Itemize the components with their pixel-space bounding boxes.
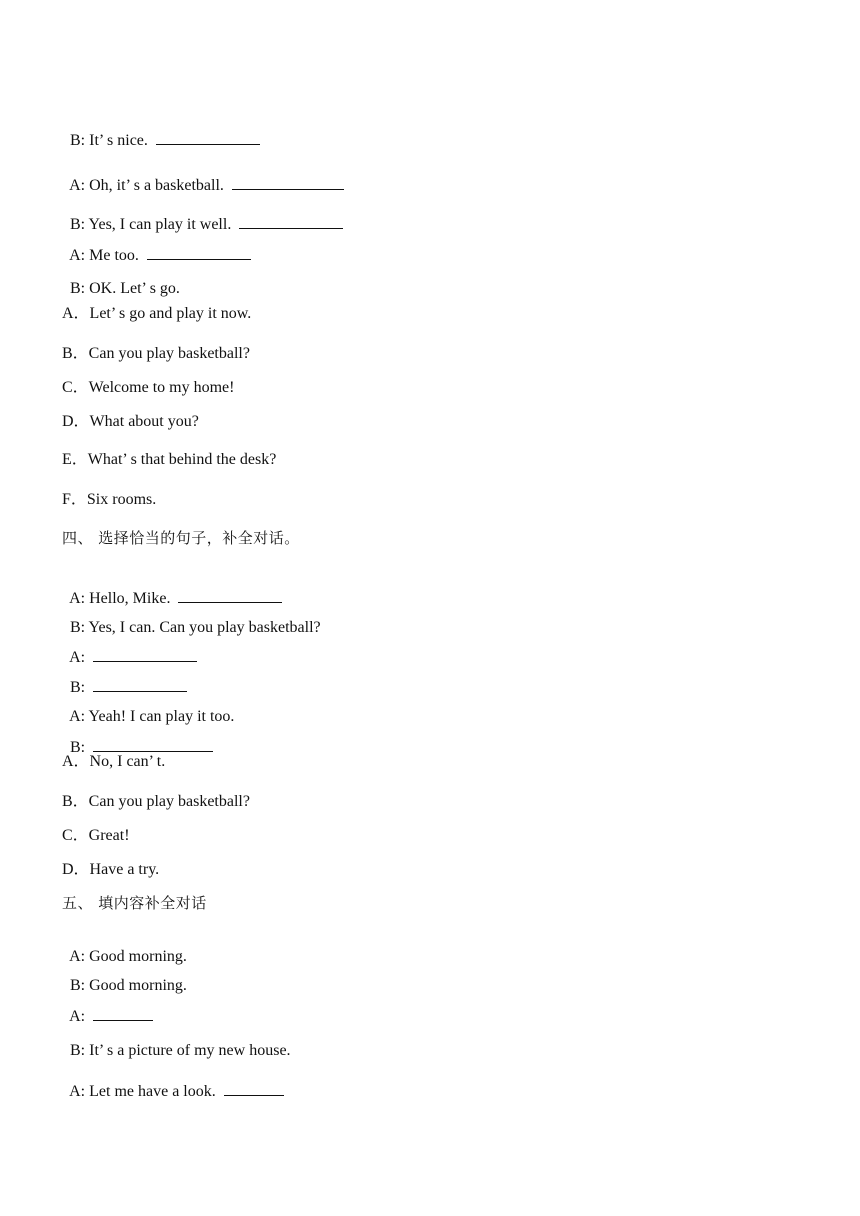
dialogue-text: B: It’ s a picture of my new house. <box>70 1042 291 1059</box>
dialogue-text: B: Yes, I can play it well. <box>70 216 232 233</box>
answer-blank[interactable] <box>224 1081 284 1096</box>
option-b: B．Can you play basketball? <box>62 793 250 810</box>
dialogue-text: B: OK. Let’ s go. <box>70 280 180 297</box>
dialogue-line <box>62 155 344 196</box>
dialogue-text: A: Good morning. <box>69 948 187 965</box>
option-d: D．Have a try. <box>62 861 160 878</box>
answer-blank[interactable] <box>156 130 260 145</box>
option-d: D．What about you? <box>62 413 199 430</box>
answer-blank[interactable] <box>147 245 251 260</box>
dialogue-text: B: Good morning. <box>70 977 187 994</box>
dialogue-text: B: <box>70 679 86 696</box>
dialogue-text: A: Let me have a look. <box>69 1083 216 1100</box>
dialogue-text: B: It’ s nice. <box>70 132 148 149</box>
option-e: E．What’ s that behind the desk? <box>62 451 277 468</box>
option-b: B．Can you play basketball? <box>62 345 250 362</box>
dialogue-text: B: <box>70 739 86 756</box>
option-f: F．Six rooms. <box>62 491 157 508</box>
dialogue-text: A: Yeah! I can play it too. <box>69 708 235 725</box>
option-c: C．Great! <box>62 827 130 844</box>
answer-blank[interactable] <box>232 175 344 190</box>
answer-blank[interactable] <box>93 1006 153 1021</box>
dialogue-line <box>62 1061 284 1102</box>
dialogue-text: A: Oh, it’ s a basketball. <box>69 177 224 194</box>
dialogue-line <box>62 1021 291 1061</box>
dialogue-line <box>62 110 260 151</box>
dialogue-line <box>62 259 180 299</box>
dialogue-text: A: Me too. <box>69 247 139 264</box>
section-heading: 四、 选择恰当的句子，补全对话。 <box>62 529 300 547</box>
dialogue-text: B: Yes, I can. Can you play basketball? <box>70 619 321 636</box>
option-a: A．No, I can’ t. <box>62 753 166 770</box>
option-a: A．Let’ s go and play it now. <box>62 305 252 322</box>
section-heading: 五、 填内容补全对话 <box>62 894 207 912</box>
dialogue-text: A: <box>69 649 86 666</box>
dialogue-text: A: <box>69 1008 86 1025</box>
option-c: C．Welcome to my home! <box>62 379 235 396</box>
answer-blank[interactable] <box>239 214 343 229</box>
dialogue-text: A: Hello, Mike. <box>69 590 171 607</box>
answer-blank[interactable] <box>93 737 213 752</box>
